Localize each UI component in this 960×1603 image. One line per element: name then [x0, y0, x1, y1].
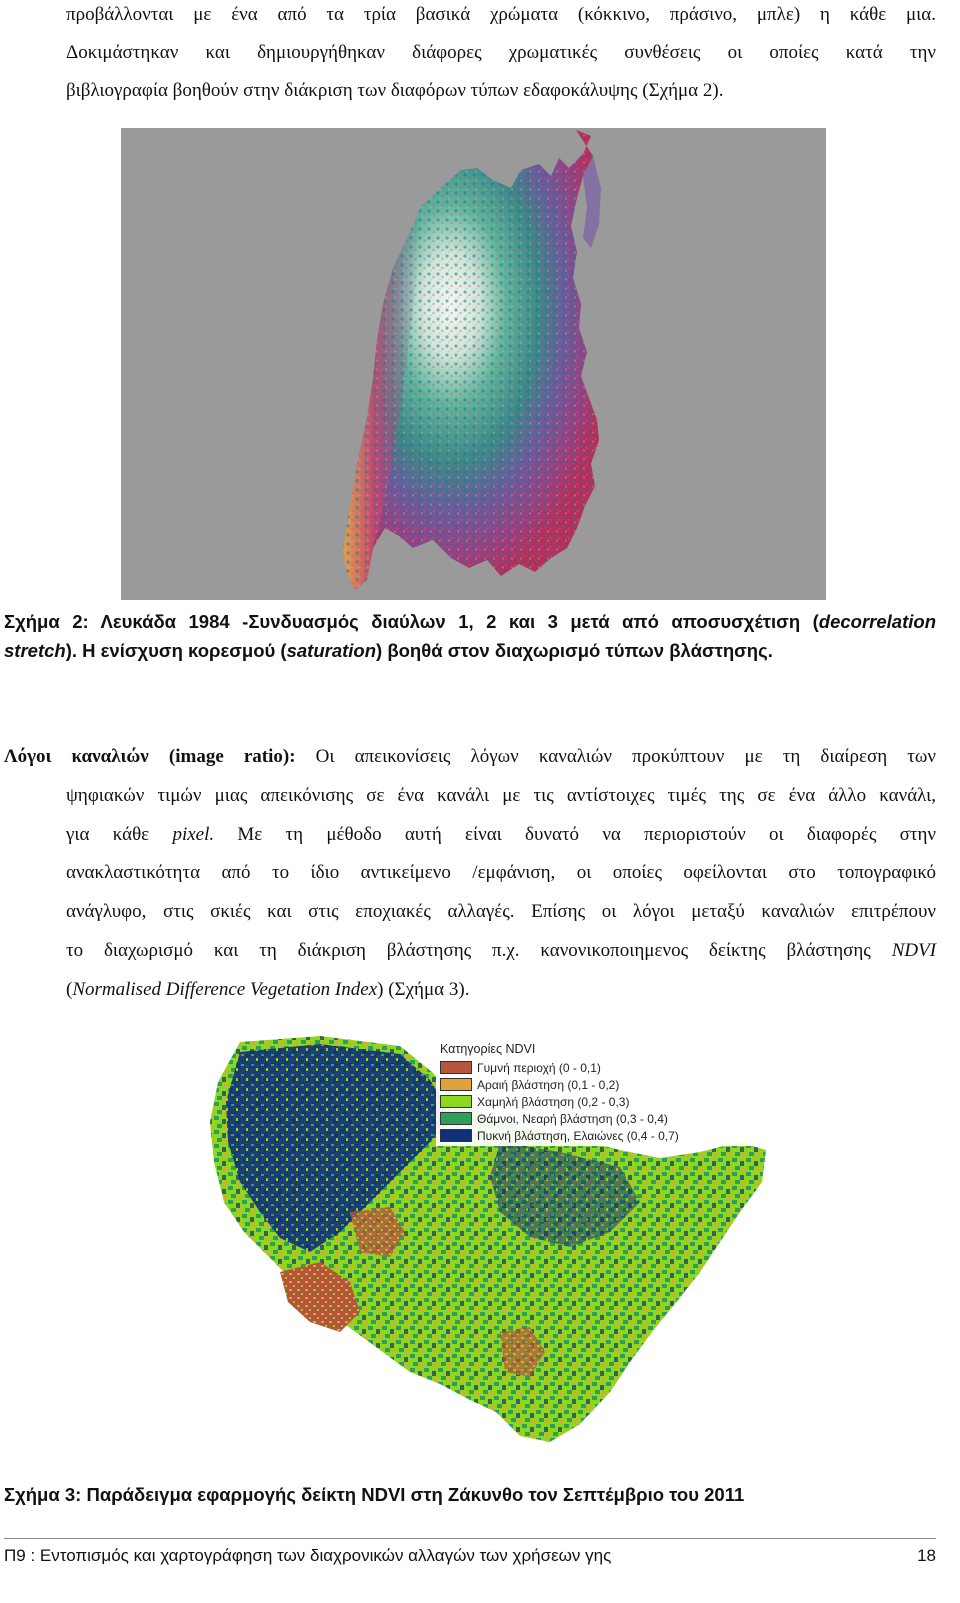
legend-item [440, 1127, 760, 1144]
ratio-term: Λόγοι καναλιών (image ratio): [4, 746, 296, 767]
ratio-text: ( [66, 979, 73, 1000]
ratio-italic: Normalised Difference Vegetation Index [72, 979, 378, 1000]
caption-text: ). Η ενίσχυση κορεσμού ( [65, 640, 287, 661]
figure-3-image [200, 1032, 775, 1452]
figure-2-caption-line-2 [4, 640, 773, 662]
legend-swatch [440, 1061, 472, 1074]
legend-swatch [440, 1095, 472, 1108]
ratio-text: το διαχωρισμό και τη διάκριση βλάστησης π.χ. κανονικοποιημενος δείκτης βλάστησης [66, 940, 871, 961]
intro-line-3: βιβλιογραφία βοηθούν στην διάκριση των διαφόρων τύπων εδαφοκάλυψης (Σχήμα 2). [66, 80, 724, 101]
legend-swatch [440, 1078, 472, 1091]
figure-3-caption: Σχήμα 3: Παράδειγμα εφαρμογής δείκτη NDVI στη Ζάκυνθο τον Σεπτέμβριο του 2011 [4, 1484, 745, 1505]
legend-swatch [440, 1112, 472, 1125]
lefkada-satellite-map [121, 128, 826, 600]
caption-italic-term: saturation [286, 640, 377, 661]
ratio-text: ) (Σχήμα 3). [377, 979, 470, 1000]
caption-text: Σχήμα 2: Λευκάδα 1984 -Συνδυασμός διαύλων 1, 2 και 3 μετά από αποσυσχέτιση ( [4, 611, 819, 632]
legend-label: Χαμηλή βλάστηση (0,2 - 0,3) [477, 1094, 630, 1109]
caption-italic-term: decorrelation [818, 611, 936, 632]
caption-italic-term: stretch [4, 640, 66, 661]
legend-swatch [440, 1129, 472, 1142]
ratio-text: Με τη μέθοδο αυτή είναι δυνατό να περιοριστούν οι διαφορές στην [237, 824, 937, 845]
ratio-text: για κάθε [66, 824, 150, 845]
ratio-line-1 [4, 746, 936, 768]
ratio-text: Οι απεικονίσεις λόγων καναλιών προκύπτουν με τη διαίρεση των [315, 746, 936, 767]
legend-label: Θάμνοι, Νεαρή βλάστηση (0,3 - 0,4) [477, 1111, 668, 1126]
ratio-line-5: ανάγλυφο, στις σκιές και στις εποχιακές αλλαγές. Επίσης οι λόγοι μεταξύ καναλιών επιτρέπουν [66, 901, 936, 922]
ratio-italic: pixel. [172, 824, 215, 845]
legend-item [440, 1110, 760, 1127]
ratio-italic: NDVI [891, 940, 937, 961]
ratio-line-3 [66, 824, 936, 846]
ratio-line-7 [66, 979, 469, 1001]
ratio-line-6 [66, 940, 936, 962]
intro-line-1: προβάλλονται με ένα από τα τρία βασικά χρώματα (κόκκινο, πράσινο, μπλε) η κάθε μια. [66, 4, 936, 25]
figure-2-caption-line-1 [4, 611, 936, 633]
footer-text: Π9 : Εντοπισμός και χαρτογράφηση των διαχρονικών αλλαγών των χρήσεων γης [4, 1546, 612, 1565]
legend-item [440, 1059, 760, 1076]
legend-title: Κατηγορίες NDVI [440, 1042, 536, 1056]
legend-items [440, 1059, 760, 1144]
figure-2-image [121, 128, 826, 600]
intro-line-2: Δοκιμάστηκαν και δημιουργήθηκαν διάφορες χρωματικές συνθέσεις οι οποίες κατά την [66, 42, 936, 63]
ratio-line-4: ανακλαστικότητα από το ίδιο αντικείμενο /εμφάνιση, οι οποίες οφείλονται στο τοπογραφικό [66, 862, 936, 883]
ndvi-legend [436, 1040, 764, 1146]
ratio-line-2: ψηφιακών τιμών μιας απεικόνισης σε ένα κανάλι με τις αντίστοιχες τιμές της σε ένα άλλο κανάλι, [66, 785, 936, 806]
page-number: 18 [917, 1546, 936, 1565]
legend-label: Πυκνή βλάστηση, Ελαιώνες (0,4 - 0,7) [477, 1128, 679, 1143]
footer-divider [4, 1538, 936, 1539]
legend-label: Γυμνή περιοχή (0 - 0,1) [477, 1060, 601, 1075]
legend-label: Αραιή βλάστηση (0,1 - 0,2) [477, 1077, 620, 1092]
legend-item [440, 1093, 760, 1110]
caption-text: ) βοηθά στον διαχωρισμό τύπων βλάστησης. [376, 640, 773, 661]
legend-item [440, 1076, 760, 1093]
